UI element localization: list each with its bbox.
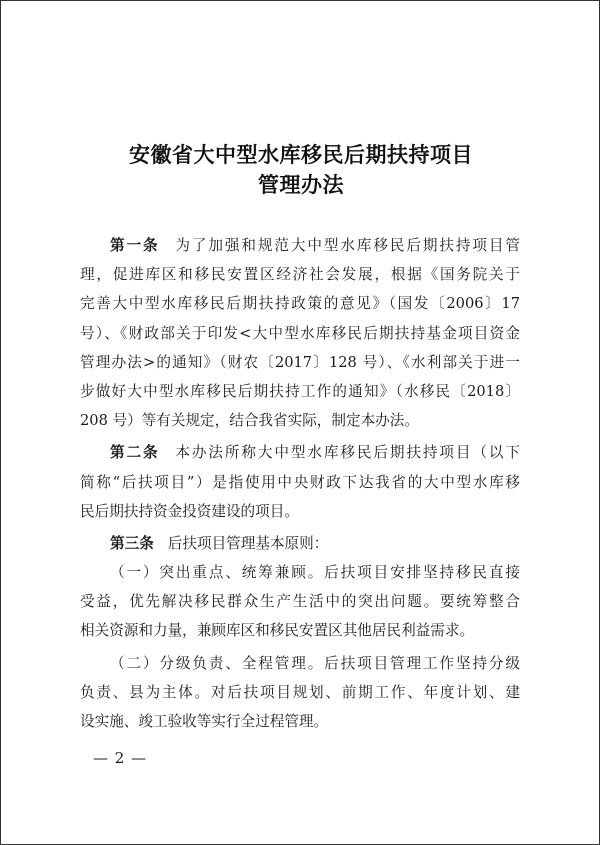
article-1 — [80, 231, 520, 435]
article-3-heading: 第三条 — [110, 534, 154, 552]
article-1-heading: 第一条 — [110, 237, 160, 254]
article-1-line: 号）、《财政部关于印发<大中型水库移民后期扶持基金项目资金 — [80, 324, 520, 342]
principle-2-first-line: （二）分级负责、全程管理。后扶项目管理工作坚持分级 — [110, 654, 520, 672]
principle-2-line: 设实施、竣工验收等实行全过程管理。 — [80, 713, 329, 730]
article-1-text: 为了加强和规范大中型水库移民后期扶持项目管 — [173, 237, 520, 254]
principle-2-line: 负责、县为主体。对后扶项目规划、前期工作、年度计划、建 — [80, 683, 520, 701]
document-body — [80, 231, 520, 736]
article-2 — [80, 438, 520, 526]
article-2-first-line — [80, 438, 520, 467]
principle-1-line: 相关资源和力量，兼顾库区和移民安置区其他居民利益需求。 — [80, 622, 475, 640]
principle-1 — [80, 558, 520, 646]
document-title-line-1: 安徽省大中型水库移民后期扶持项目 — [129, 143, 473, 167]
article-1-line: 管理办法>的通知》（财农〔2017〕128 号）、《水利部关于进一 — [80, 353, 520, 371]
article-2-line: 民后期扶持资金投资建设的项目。 — [80, 502, 299, 520]
principle-1-line: 受益，优先解决移民群众生产生活中的突出问题。要统筹整合 — [80, 593, 520, 611]
principle-2 — [80, 649, 520, 737]
page-number: — 2 — — [93, 749, 148, 767]
article-3-text: 后扶项目管理基本原则： — [167, 534, 329, 552]
document-title-line-2: 管理办法 — [258, 173, 344, 197]
article-1-line: 完善大中型水库移民后期扶持政策的意见》（国发〔2006〕17 — [80, 295, 520, 313]
article-2-line: 简称“后扶项目”）是指使用中央财政下达我省的大中型水库移 — [80, 473, 520, 491]
article-2-heading: 第二条 — [110, 444, 160, 462]
article-1-line: 理，促进库区和移民安置区经济社会发展，根据《国务院关于 — [80, 266, 520, 284]
article-2-text: 本办法所称大中型水库移民后期扶持项目（以下 — [173, 444, 520, 462]
principle-1-first-line: （一）突出重点、统筹兼顾。后扶项目安排坚持移民直接 — [110, 564, 520, 582]
article-1-first-line — [80, 231, 520, 260]
article-1-line: 208 号）等有关规定，结合我省实际，制定本办法。 — [80, 412, 419, 430]
article-3-first-line — [80, 529, 520, 558]
article-1-line: 步做好大中型水库移民后期扶持工作的通知》（水移民〔2018〕 — [80, 382, 520, 400]
article-3 — [80, 529, 520, 558]
